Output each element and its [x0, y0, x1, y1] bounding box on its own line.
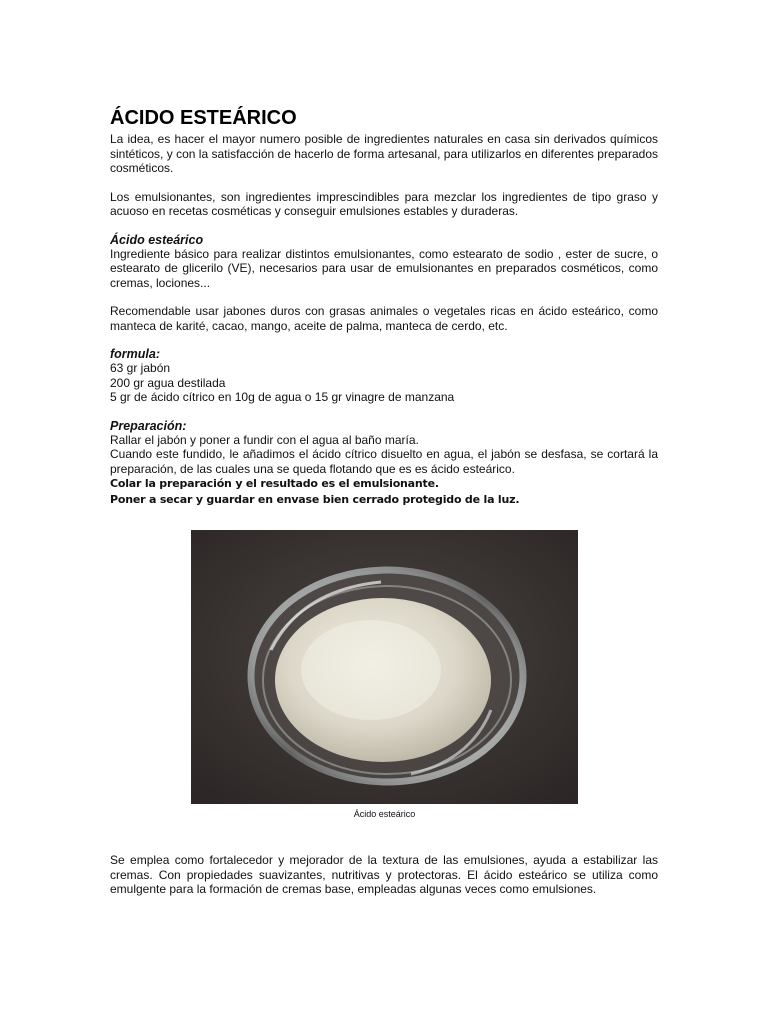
preparacion-bold-2: Poner a secar y guardar en envase bien cerrado protegido de la luz. [110, 493, 520, 506]
stearic-acid-photo [191, 530, 578, 804]
photo-caption: Ácido esteárico [353, 809, 416, 819]
bowl-illustration [191, 530, 578, 804]
formula-item: 5 gr de ácido cítrico en 10g de agua o 15 gr vinagre de manzana [110, 390, 455, 404]
intro-paragraph-2: Los emulsionantes, son ingredientes imprescindibles para mezclar los ingredientes de tipo graso y acuoso en recetas cosméticas y conseguir emulsiones estables y duraderas. [110, 189, 658, 218]
preparacion-paragraph-2: Cuando este fundido, le añadimos el ácido cítrico disuelto en agua, el jabón se desfasa, se cortará la preparación, de las cuales una se queda flotando que es es ácido esteárico. [110, 447, 658, 476]
acido-paragraph-2: Recomendable usar jabones duros con grasas animales o vegetales ricas en ácido esteárico, como manteca de karité, cacao, mango, aceite de palma, manteca de cerdo, etc. [110, 304, 658, 333]
page-title: ÁCIDO ESTEÁRICO [110, 107, 297, 129]
preparacion-bold-1: Colar la preparación y el resultado es el emulsionante. [110, 477, 439, 490]
preparacion-line-1: Rallar el jabón y poner a fundir con el agua al baño maría. [110, 432, 419, 447]
closing-section [110, 853, 658, 897]
formula-item: 200 gr agua destilada [110, 375, 226, 390]
preparacion-heading: Preparación: [110, 418, 187, 433]
formula-heading: formula: [110, 347, 160, 361]
intro-paragraph-1: La idea, es hacer el mayor numero posible de ingredientes naturales en casa sin derivados químicos sintéticos, y con la satisfacción de hacerlo de forma artesanal, para utilizarlos en diferentes preparados cosméticos. [110, 132, 658, 175]
formula-item: 63 gr jabón [110, 361, 171, 375]
closing-paragraph: Se emplea como fortalecedor y mejorador de la textura de las emulsiones, ayuda a estabilizar las cremas. Con propiedades suavizantes, nutritivas y protectoras. El ácido esteárico se utiliza como emulgente para la formación de cremas base, empleadas algunas veces como emulsiones. [110, 853, 658, 896]
acido-heading: Ácido esteárico [110, 232, 204, 247]
document-body [110, 106, 658, 508]
acido-paragraph-1: Ingrediente básico para realizar distintos emulsionantes, como estearato de sodio , ester de sucre, o estearato de glicerilo (VE), necesarios para usar de emulsionantes en preparados cosméticos, como cremas, lociones... [110, 246, 658, 290]
